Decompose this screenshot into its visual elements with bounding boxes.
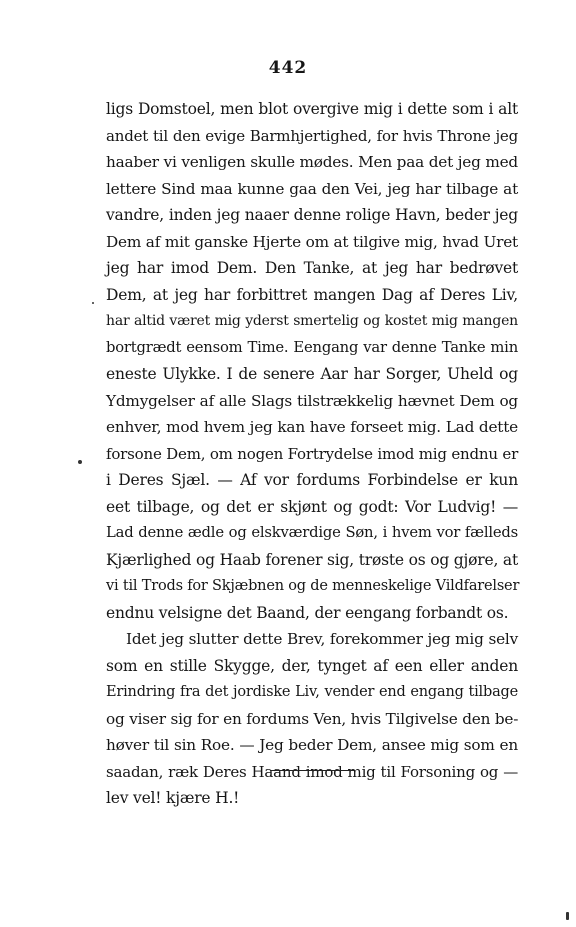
ink-speck bbox=[78, 460, 82, 464]
text-line: lev vel! kjære H.! bbox=[106, 789, 240, 807]
text-line: Dem af mit ganske Hjerte om at tilgive mig, hvad Uret bbox=[106, 232, 518, 251]
text-line: vandre, inden jeg naaer denne rolige Havn, beder jeg bbox=[106, 206, 518, 224]
ink-speck bbox=[92, 302, 94, 304]
text-line: Erindring fra det jordiske Liv, vender end engang tilbage bbox=[106, 684, 518, 700]
text-line: haaber vi venligen skulle mødes. Men paa det jeg med bbox=[106, 153, 518, 171]
ink-speck bbox=[566, 912, 569, 920]
text-line: lettere Sind maa kunne gaa den Vei, jeg har tilbage at bbox=[106, 179, 518, 198]
text-line: ligs Domstoel, men blot overgive mig i dette som i alt bbox=[106, 100, 518, 118]
text-line: forsone Dem, om nogen Fortrydelse imod mig endnu er bbox=[106, 444, 519, 463]
page-number: 442 bbox=[268, 58, 308, 78]
text-line: eet tilbage, og det er skjønt og godt: Vor Ludvig! — bbox=[106, 497, 518, 516]
text-line: enhver, mod hvem jeg kan have forseet mig. Lad dette bbox=[106, 418, 518, 436]
text-line: Dem, at jeg har forbittret mangen Dag af Deres Liv, bbox=[106, 285, 518, 304]
text-line: Kjærlighed og Haab forener sig, trøste os og gjøre, at bbox=[106, 550, 518, 569]
text-line: jeg har imod Dem. Den Tanke, at jeg har bedrøvet bbox=[106, 259, 518, 277]
text-line: i Deres Sjæl. — Af vor fordums Forbindelse er kun bbox=[106, 471, 518, 489]
text-line: andet til den evige Barmhjertighed, for hvis Throne jeg bbox=[106, 126, 518, 145]
text-line: Ydmygelser af alle Slags tilstrækkelig hævnet Dem og bbox=[106, 391, 518, 410]
closing-rule bbox=[270, 770, 354, 771]
text-line: Lad denne ædle og elskværdige Søn, i hvem vor fælleds bbox=[106, 524, 518, 541]
text-line: Idet jeg slutter dette Brev, forekommer jeg mig selv bbox=[126, 630, 518, 648]
text-line: har altid været mig yderst smertelig og kostet mig mangen bbox=[106, 313, 518, 329]
text-line: bortgrædt eensom Time. Eengang var denne Tanke min bbox=[106, 338, 518, 356]
text-line: som en stille Skygge, der, tynget af een eller anden bbox=[106, 656, 518, 675]
body-text bbox=[106, 96, 518, 812]
text-line: høver til sin Roe. — Jeg beder Dem, ansee mig som en bbox=[106, 736, 518, 754]
text-line: endnu velsigne det Baand, der eengang forbandt os. bbox=[106, 603, 509, 622]
text-line: saadan, ræk Deres Haand imod mig til Forsoning og — bbox=[106, 762, 518, 781]
text-line: vi til Trods for Skjæbnen og de menneskelige Vildfarelser bbox=[106, 578, 520, 594]
text-line: og viser sig for en fordums Ven, hvis Tilgivelse den be- bbox=[106, 709, 519, 728]
text-line: eneste Ulykke. I de senere Aar har Sorger, Uheld og bbox=[106, 365, 518, 383]
